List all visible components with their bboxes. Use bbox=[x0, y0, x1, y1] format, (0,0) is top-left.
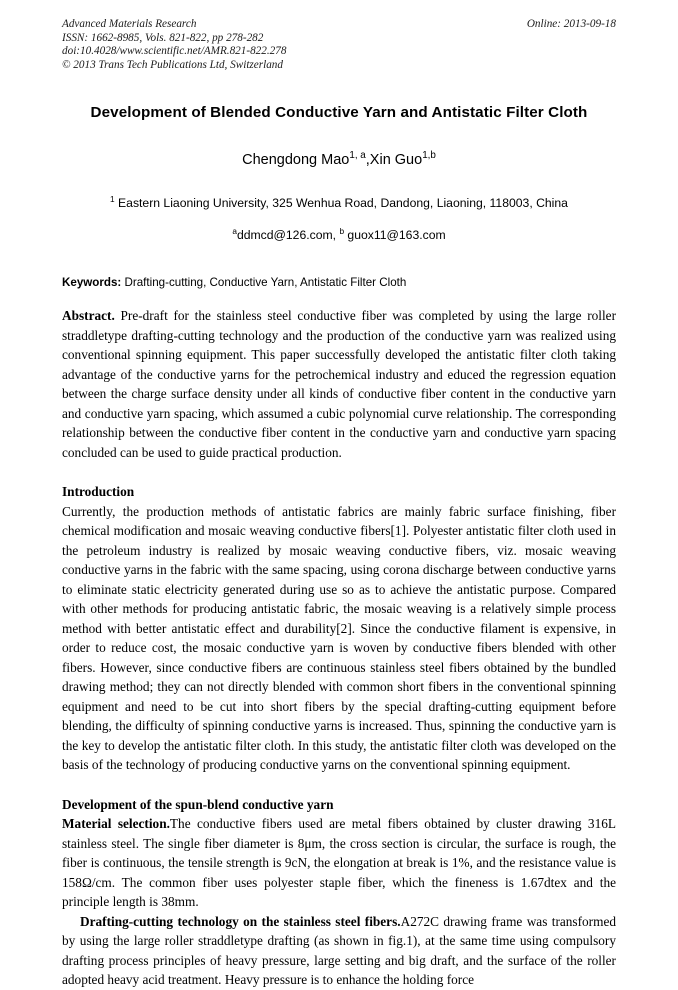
author-separator: , bbox=[365, 152, 370, 169]
email-marker-b: b bbox=[339, 226, 345, 237]
drafting-cutting-label: Drafting-cutting technology on the stainless steel fibers. bbox=[80, 913, 401, 929]
online-date: Online: 2013-09-18 bbox=[526, 18, 616, 30]
journal-copyright-line: © 2013 Trans Tech Publications Ltd, Switzerland bbox=[62, 58, 283, 71]
page-content bbox=[62, 0, 616, 990]
author-affil-marker-2: 1,b bbox=[422, 150, 436, 162]
material-selection-paragraph bbox=[62, 814, 616, 912]
section-heading-development: Development of the spun-blend conductive yarn bbox=[62, 796, 334, 812]
author-name-2: Xin Guo bbox=[369, 152, 423, 169]
journal-name: Advanced Materials Research bbox=[62, 18, 197, 30]
abstract-paragraph bbox=[62, 306, 616, 462]
journal-header bbox=[62, 0, 616, 72]
email-address-a: ddmcd@126.com, bbox=[236, 228, 337, 243]
abstract-label: Abstract. bbox=[62, 308, 115, 324]
material-selection-body: The conductive fibers used are metal fibers obtained by cluster drawing 316L stainless steel. The single fiber diameter is 8μm, the cross section is circular, the surface is rough, the fiber is continuous, the tensile strength is 9cN, the elongation at break is 1%, and the resistance value is 158Ω/cm. The common fiber uses polyester staple fiber, which the fineness is 1.67dtex and the principle length is 38mm. bbox=[62, 816, 616, 910]
affiliation-marker: 1 bbox=[110, 194, 115, 205]
author-emails bbox=[62, 227, 616, 243]
abstract-body: Pre-draft for the stainless steel conductive fiber was completed by using the large roller straddletype drafting-cutting technology and the production of the conductive yarn was realized using conventional spinning equipment. This paper successfully developed the antistatic filter cloth taking advantage of the conductive yarns for the petrochemical industry and educed the regression equation between the charge surface density under all kinds of conductive fiber content in the conductive yarn and conductive yarn spacing, which assumed a cubic polynomial curve relationship. The corresponding relationship between the conductive fiber content in the conductive yarn and conductive yarn spacing concluded can be used to guide practical production. bbox=[62, 308, 616, 460]
affiliation bbox=[62, 195, 616, 211]
section-heading-introduction: Introduction bbox=[62, 484, 135, 500]
page-title: Development of Blended Conductive Yarn and Antistatic Filter Cloth bbox=[90, 104, 588, 122]
keywords-label: Keywords: bbox=[62, 276, 122, 290]
author-list bbox=[62, 151, 616, 169]
journal-doi-line: doi:10.4028/www.scientific.net/AMR.821-822.278 bbox=[62, 45, 287, 58]
author-name-1: Chengdong Mao bbox=[242, 152, 350, 169]
author-affil-marker-1: 1, a bbox=[349, 150, 366, 162]
material-selection-label: Material selection. bbox=[62, 816, 170, 832]
email-address-b: guox11@163.com bbox=[344, 228, 446, 243]
journal-issn-line: ISSN: 1662-8985, Vols. 821-822, pp 278-282 bbox=[62, 31, 264, 44]
affiliation-text: Eastern Liaoning University, 325 Wenhua Road, Dandong, Liaoning, 118003, China bbox=[114, 196, 568, 211]
introduction-paragraph: Currently, the production methods of antistatic fabrics are mainly fabric surface finishing, fiber chemical modification and mosaic weaving conductive fibers[1]. Polyester antistatic filter cloth used in the petroleum industry is realized by mosaic weaving conductive fibers, viz. mosaic weaving conductive yarns in the fabric with the same spacing, using corona discharge between conductive yarns to eliminate static electricity generated during use so as to achieve the antistatic purpose. Compared with other methods for producing antistatic fabric, the mosaic weaving is a relatively simple process method with better antistatic effect and durability[2]. Since the conductive filament is expensive, in order to reduce cost, the mosaic conductive yarn is woven by conductive fibers blended with other fibers. However, since conductive fibers are continuous stainless steel fibers obtained by the bundled drawing method; they can not directly blended with common short fibers in the conventional spinning equipment and need to be cut into short fibers by the special drafting-cutting equipment before blending, the difficulty of spinning conductive yarns is increased. Thus, spinning the conductive yarn is the key to develop the antistatic filter cloth. In this study, the antistatic filter cloth was developed on the basis of the technology of producing conductive yarns on the conventional spinning equipment. bbox=[62, 503, 616, 773]
keywords-line bbox=[62, 275, 616, 290]
keywords-value: Drafting-cutting, Conductive Yarn, Antistatic Filter Cloth bbox=[121, 276, 407, 290]
drafting-cutting-body: A272C drawing frame was transformed by using the large roller straddletype drafting (as shown in fig.1), at the same time using compulsory drafting process principles of heavy pressure, large setting and big draft, and the surface of the roller adopted heavy acid treatment. Heavy pressure is to enhance the holding force bbox=[62, 913, 616, 988]
email-marker-a: a bbox=[232, 226, 237, 237]
drafting-cutting-paragraph bbox=[62, 912, 616, 990]
